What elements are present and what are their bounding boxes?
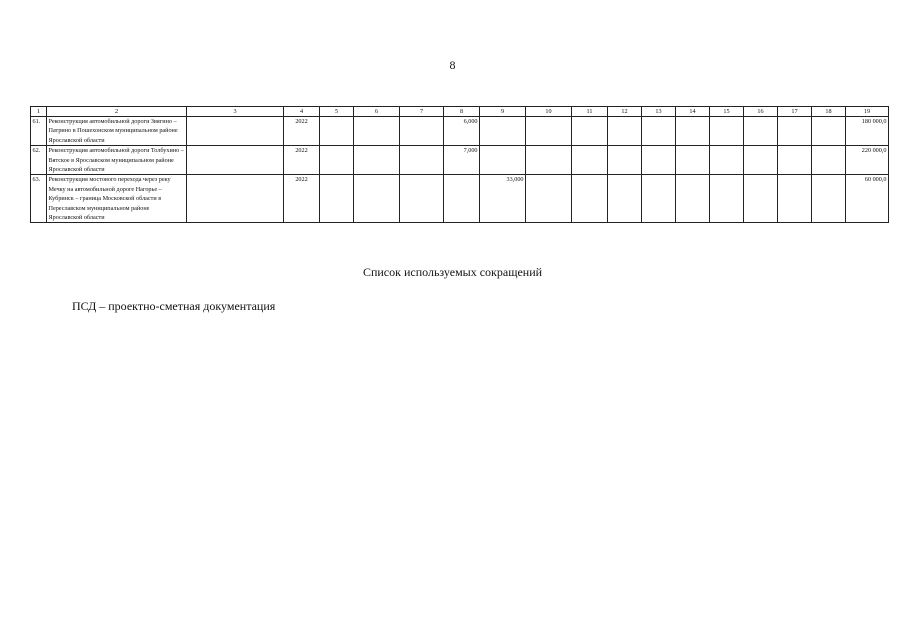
table-cell: [676, 175, 710, 223]
table-cell: [354, 175, 400, 223]
table-cell: [642, 146, 676, 175]
col19-cell: 220 000,0: [846, 146, 889, 175]
column-header: 17: [778, 107, 812, 117]
table-cell: [354, 117, 400, 146]
year-cell: 2022: [284, 146, 320, 175]
table-cell: [676, 117, 710, 146]
table-cell: [572, 117, 608, 146]
row-number: 61.: [31, 117, 47, 146]
table-cell: [187, 117, 284, 146]
table-cell: [187, 175, 284, 223]
column-header: 8: [444, 107, 480, 117]
table-cell: [400, 146, 444, 175]
col8-cell: 7,000: [444, 146, 480, 175]
table-cell: [608, 146, 642, 175]
table-cell: [400, 117, 444, 146]
table-cell: [744, 117, 778, 146]
column-header: 5: [320, 107, 354, 117]
table-cell: [778, 146, 812, 175]
table-cell: [642, 175, 676, 223]
table-cell: [710, 117, 744, 146]
table-header-row: [31, 107, 889, 117]
column-header: 12: [608, 107, 642, 117]
year-cell: 2022: [284, 175, 320, 223]
table-cell: [187, 146, 284, 175]
table-cell: [320, 146, 354, 175]
table-cell: [320, 175, 354, 223]
table-cell: [744, 146, 778, 175]
table-cell: [812, 117, 846, 146]
project-name: Реконструкция автомобильной дороги Звягино – Патрино в Пошехонском муниципальном районе Ярославской области: [47, 117, 187, 146]
row-number: 62.: [31, 146, 47, 175]
abbreviation-item: ПСД – проектно-сметная документация: [72, 299, 276, 313]
table-cell: [812, 175, 846, 223]
table-cell: [320, 117, 354, 146]
project-name: Реконструкция мостового перехода через реку Мечку на автомобильной дороге Нагорье – Кубринск – граница Московской области в Переславском муниципальном районе Ярославской области: [47, 175, 187, 223]
table-row: [31, 146, 889, 175]
table-cell: [710, 146, 744, 175]
row-number: 63.: [31, 175, 47, 223]
column-header: 4: [284, 107, 320, 117]
col9-cell: 33,000: [480, 175, 526, 223]
page-number: 8: [449, 58, 456, 72]
column-header: 14: [676, 107, 710, 117]
table-cell: [526, 117, 572, 146]
col9-cell: [480, 146, 526, 175]
table-cell: [778, 175, 812, 223]
table-cell: [572, 175, 608, 223]
column-header: 19: [846, 107, 889, 117]
column-header: 18: [812, 107, 846, 117]
column-header: 16: [744, 107, 778, 117]
column-header: 11: [572, 107, 608, 117]
column-header: 7: [400, 107, 444, 117]
column-header: 3: [187, 107, 284, 117]
table-cell: [526, 175, 572, 223]
table-cell: [744, 175, 778, 223]
col19-cell: 180 000,0: [846, 117, 889, 146]
table-cell: [572, 146, 608, 175]
column-header: 10: [526, 107, 572, 117]
table-cell: [710, 175, 744, 223]
table-cell: [676, 146, 710, 175]
table-cell: [354, 146, 400, 175]
abbreviations-title: Список используемых сокращений: [362, 265, 543, 279]
data-table: [30, 106, 889, 223]
col8-cell: 6,000: [444, 117, 480, 146]
table-cell: [812, 146, 846, 175]
column-header: 6: [354, 107, 400, 117]
col19-cell: 60 000,0: [846, 175, 889, 223]
table-cell: [642, 117, 676, 146]
table-row: [31, 117, 889, 146]
table-cell: [400, 175, 444, 223]
year-cell: 2022: [284, 117, 320, 146]
column-header: 2: [47, 107, 187, 117]
table-cell: [526, 146, 572, 175]
col9-cell: [480, 117, 526, 146]
column-header: 9: [480, 107, 526, 117]
table-row: [31, 175, 889, 223]
table-cell: [778, 117, 812, 146]
col8-cell: [444, 175, 480, 223]
table-cell: [608, 175, 642, 223]
table-cell: [608, 117, 642, 146]
column-header: 13: [642, 107, 676, 117]
column-header: 1: [31, 107, 47, 117]
column-header: 15: [710, 107, 744, 117]
project-name: Реконструкция автомобильной дороги Толбухино – Вятское в Ярославском муниципальном районе Ярославской области: [47, 146, 187, 175]
